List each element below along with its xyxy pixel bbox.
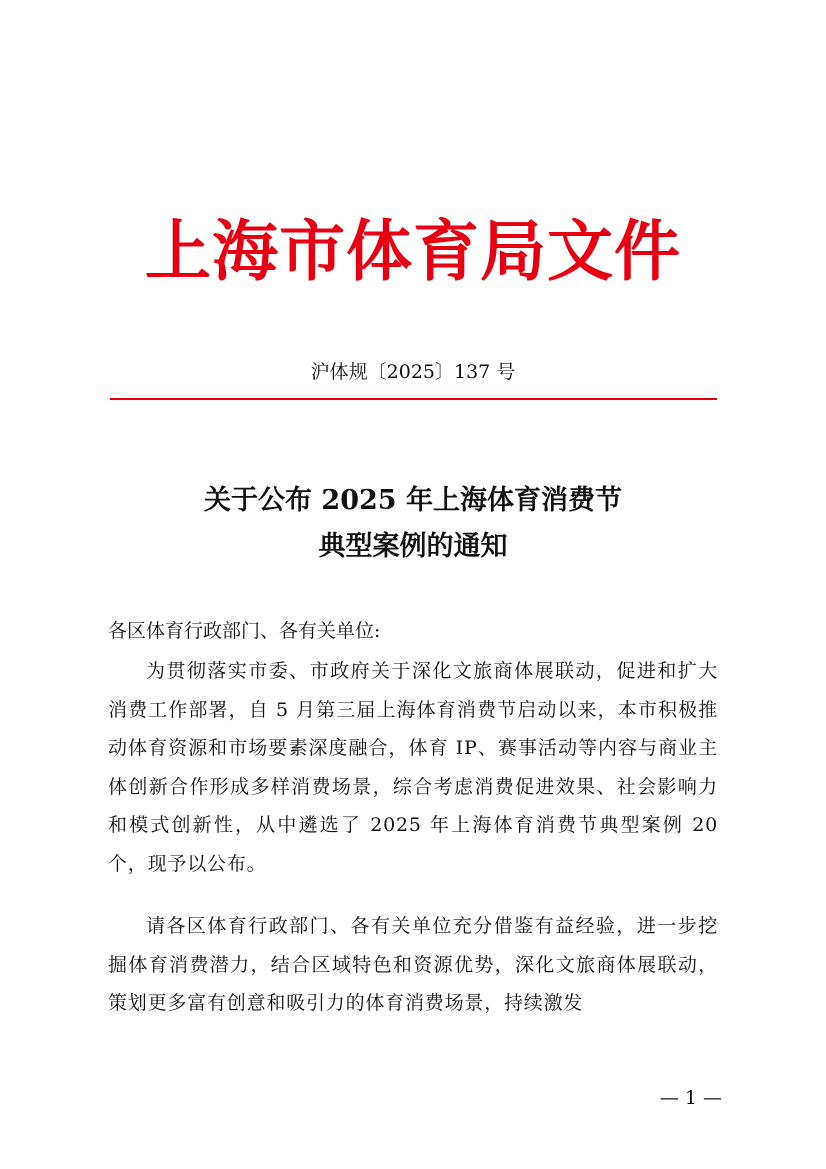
document-title-line-2: 典型案例的通知	[318, 531, 508, 562]
salutation: 各区体育行政部门、各有关单位:	[108, 620, 381, 642]
red-divider-line	[110, 398, 717, 400]
document-title	[0, 478, 826, 570]
page-number: — 1 —	[659, 1087, 722, 1109]
body-paragraph-2: 请各区体育行政部门、各有关单位充分借鉴有益经验，进一步挖掘体育消费潜力，结合区域特色和资源优势，深化文旅商体展联动，策划更多富有创意和吸引力的体育消费场景，持续激发	[108, 915, 718, 1014]
document-number: 沪体规〔2025〕137 号	[310, 361, 516, 383]
document-masthead: 上海市体育局文件	[145, 213, 681, 290]
document-title-line-1: 关于公布 2025 年上海体育消费节	[204, 485, 622, 516]
body-paragraph-1: 为贯彻落实市委、市政府关于深化文旅商体展联动，促进和扩大消费工作部署，自 5 月第三届上海体育消费节启动以来，本市积极推动体育资源和市场要素深度融合，体育 IP、赛事活动等内容与商业主体创新合作形成多样消费场景，综合考虑消费促进效果、社会影响力和模式创新性，从中遴选了 2025 年上海体育消费节典型案例 20 个，现予以公布。	[108, 660, 718, 875]
